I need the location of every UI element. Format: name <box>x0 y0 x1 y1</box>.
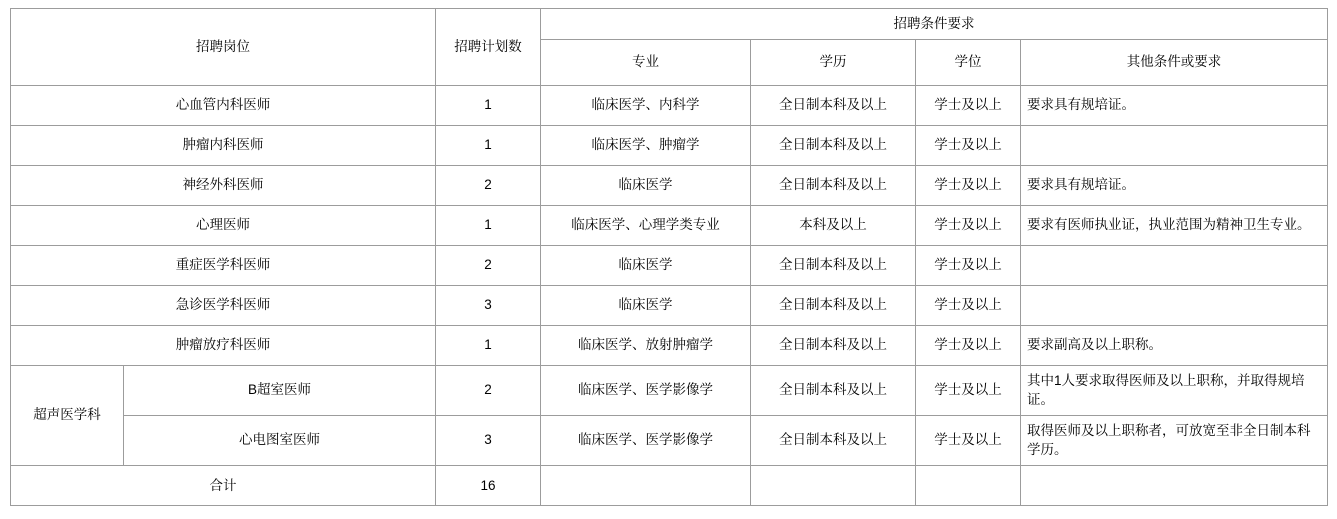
cell-major: 临床医学 <box>541 245 751 285</box>
total-major <box>541 465 751 505</box>
cell-post: 心电图室医师 <box>124 415 436 465</box>
cell-other: 要求副高及以上职称。 <box>1021 325 1328 365</box>
header-degree: 学位 <box>916 39 1021 85</box>
cell-education: 全日制本科及以上 <box>751 245 916 285</box>
cell-other: 取得医师及以上职称者，可放宽至非全日制本科学历。 <box>1021 415 1328 465</box>
cell-other <box>1021 245 1328 285</box>
cell-other: 要求具有规培证。 <box>1021 165 1328 205</box>
cell-other: 要求有医师执业证，执业范围为精神卫生专业。 <box>1021 205 1328 245</box>
cell-post: 急诊医学科医师 <box>11 285 436 325</box>
cell-post: 神经外科医师 <box>11 165 436 205</box>
cell-degree: 学士及以上 <box>916 245 1021 285</box>
cell-other: 要求具有规培证。 <box>1021 85 1328 125</box>
cell-major: 临床医学、肿瘤学 <box>541 125 751 165</box>
cell-education: 全日制本科及以上 <box>751 285 916 325</box>
cell-plan-count: 2 <box>436 245 541 285</box>
table-row <box>11 125 1328 165</box>
cell-education: 全日制本科及以上 <box>751 365 916 415</box>
total-other <box>1021 465 1328 505</box>
cell-other: 其中1人要求取得医师及以上职称，并取得规培证。 <box>1021 365 1328 415</box>
total-degree <box>916 465 1021 505</box>
cell-education: 全日制本科及以上 <box>751 415 916 465</box>
cell-degree: 学士及以上 <box>916 365 1021 415</box>
cell-degree: 学士及以上 <box>916 165 1021 205</box>
table-row <box>11 365 1328 415</box>
cell-plan-count: 1 <box>436 85 541 125</box>
cell-post: 肿瘤内科医师 <box>11 125 436 165</box>
cell-degree: 学士及以上 <box>916 125 1021 165</box>
total-education <box>751 465 916 505</box>
header-condition-group: 招聘条件要求 <box>541 9 1328 40</box>
cell-group-label: 超声医学科 <box>11 365 124 465</box>
cell-degree: 学士及以上 <box>916 415 1021 465</box>
total-label: 合计 <box>11 465 436 505</box>
header-plan-count: 招聘计划数 <box>436 9 541 86</box>
header-education: 学历 <box>751 39 916 85</box>
cell-plan-count: 1 <box>436 125 541 165</box>
recruitment-table <box>10 8 1328 506</box>
cell-degree: 学士及以上 <box>916 205 1021 245</box>
cell-education: 全日制本科及以上 <box>751 165 916 205</box>
table-total-row <box>11 465 1328 505</box>
cell-plan-count: 1 <box>436 325 541 365</box>
cell-post: B超室医师 <box>124 365 436 415</box>
cell-major: 临床医学、医学影像学 <box>541 415 751 465</box>
table-header <box>11 9 1328 86</box>
table-row <box>11 245 1328 285</box>
cell-post: 心理医师 <box>11 205 436 245</box>
header-other: 其他条件或要求 <box>1021 39 1328 85</box>
table-row <box>11 85 1328 125</box>
table-row <box>11 205 1328 245</box>
total-plan-count: 16 <box>436 465 541 505</box>
cell-major: 临床医学 <box>541 165 751 205</box>
cell-other <box>1021 285 1328 325</box>
table-row <box>11 165 1328 205</box>
cell-education: 全日制本科及以上 <box>751 325 916 365</box>
cell-other <box>1021 125 1328 165</box>
cell-plan-count: 1 <box>436 205 541 245</box>
cell-major: 临床医学 <box>541 285 751 325</box>
cell-degree: 学士及以上 <box>916 285 1021 325</box>
cell-education: 全日制本科及以上 <box>751 85 916 125</box>
cell-education: 本科及以上 <box>751 205 916 245</box>
cell-major: 临床医学、放射肿瘤学 <box>541 325 751 365</box>
header-post: 招聘岗位 <box>11 9 436 86</box>
header-row-group <box>11 9 1328 40</box>
cell-education: 全日制本科及以上 <box>751 125 916 165</box>
cell-post: 心血管内科医师 <box>11 85 436 125</box>
cell-major: 临床医学、医学影像学 <box>541 365 751 415</box>
table-row <box>11 415 1328 465</box>
header-major: 专业 <box>541 39 751 85</box>
cell-plan-count: 3 <box>436 285 541 325</box>
cell-major: 临床医学、内科学 <box>541 85 751 125</box>
cell-degree: 学士及以上 <box>916 325 1021 365</box>
cell-plan-count: 3 <box>436 415 541 465</box>
table-body <box>11 85 1328 505</box>
cell-post: 肿瘤放疗科医师 <box>11 325 436 365</box>
table-row <box>11 325 1328 365</box>
cell-plan-count: 2 <box>436 165 541 205</box>
cell-post: 重症医学科医师 <box>11 245 436 285</box>
table-row <box>11 285 1328 325</box>
cell-plan-count: 2 <box>436 365 541 415</box>
cell-degree: 学士及以上 <box>916 85 1021 125</box>
cell-major: 临床医学、心理学类专业 <box>541 205 751 245</box>
